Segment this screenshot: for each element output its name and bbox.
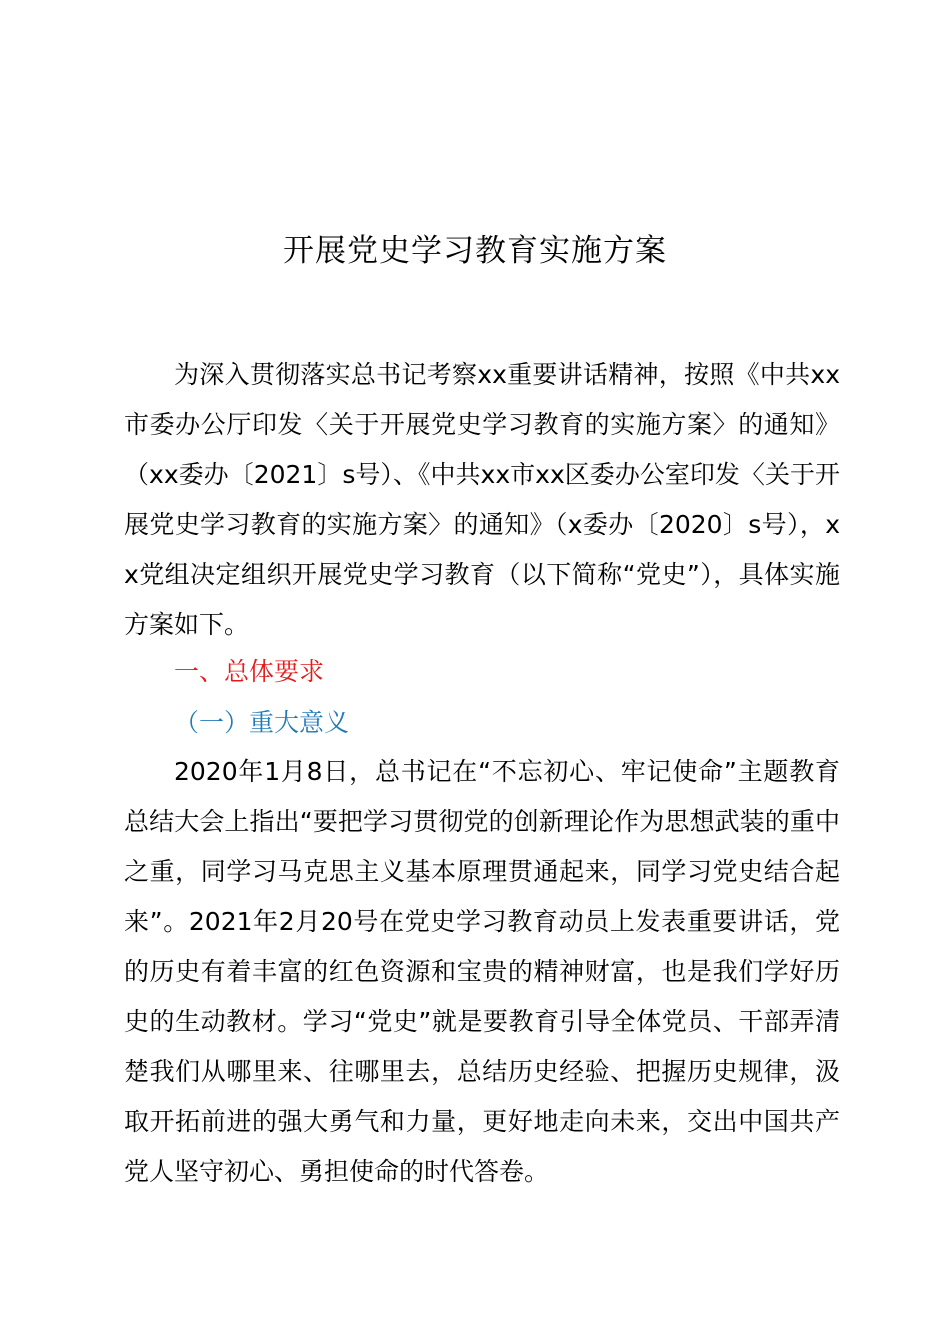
intro-paragraph: 为深入贯彻落实总书记考察xx重要讲话精神，按照《中共xx市委办公厅印发〈关于开展党史学习教育的实施方案〉的通知》（xx委办〔2021〕s号）、《中共xx市xx区委办公室印发〈关于开展党史学习教育的实施方案〉的通知》（x委办〔2020〕s号），xx党组决定组织开展党史学习教育（以下简称“党史”），具体实施方案如下。 (124, 360, 840, 639)
document-title: 开展党史学习教育实施方案 (283, 233, 667, 269)
section-heading-overall-requirements: 一、总体要求 (174, 657, 325, 686)
subsection-heading-significance: （一）重大意义 (174, 708, 350, 737)
significance-paragraph: 2020年1月8日，总书记在“不忘初心、牢记使命”主题教育总结大会上指出“要把学习贯彻党的创新理论作为思想武装的重中之重，同学习马克思主义基本原理贯通起来，同学习党史结合起来”。2021年2月20号在党史学习教育动员上发表重要讲话，党的历史有着丰富的红色资源和宝贵的精神财富，也是我们学好历史的生动教材。学习“党史”就是要教育引导全体党员、干部弄清楚我们从哪里来、往哪里去，总结历史经验、把握历史规律，汲取开拓前进的强大勇气和力量，更好地走向未来，交出中国共产党人坚守初心、勇担使命的时代答卷。 (124, 757, 840, 1186)
